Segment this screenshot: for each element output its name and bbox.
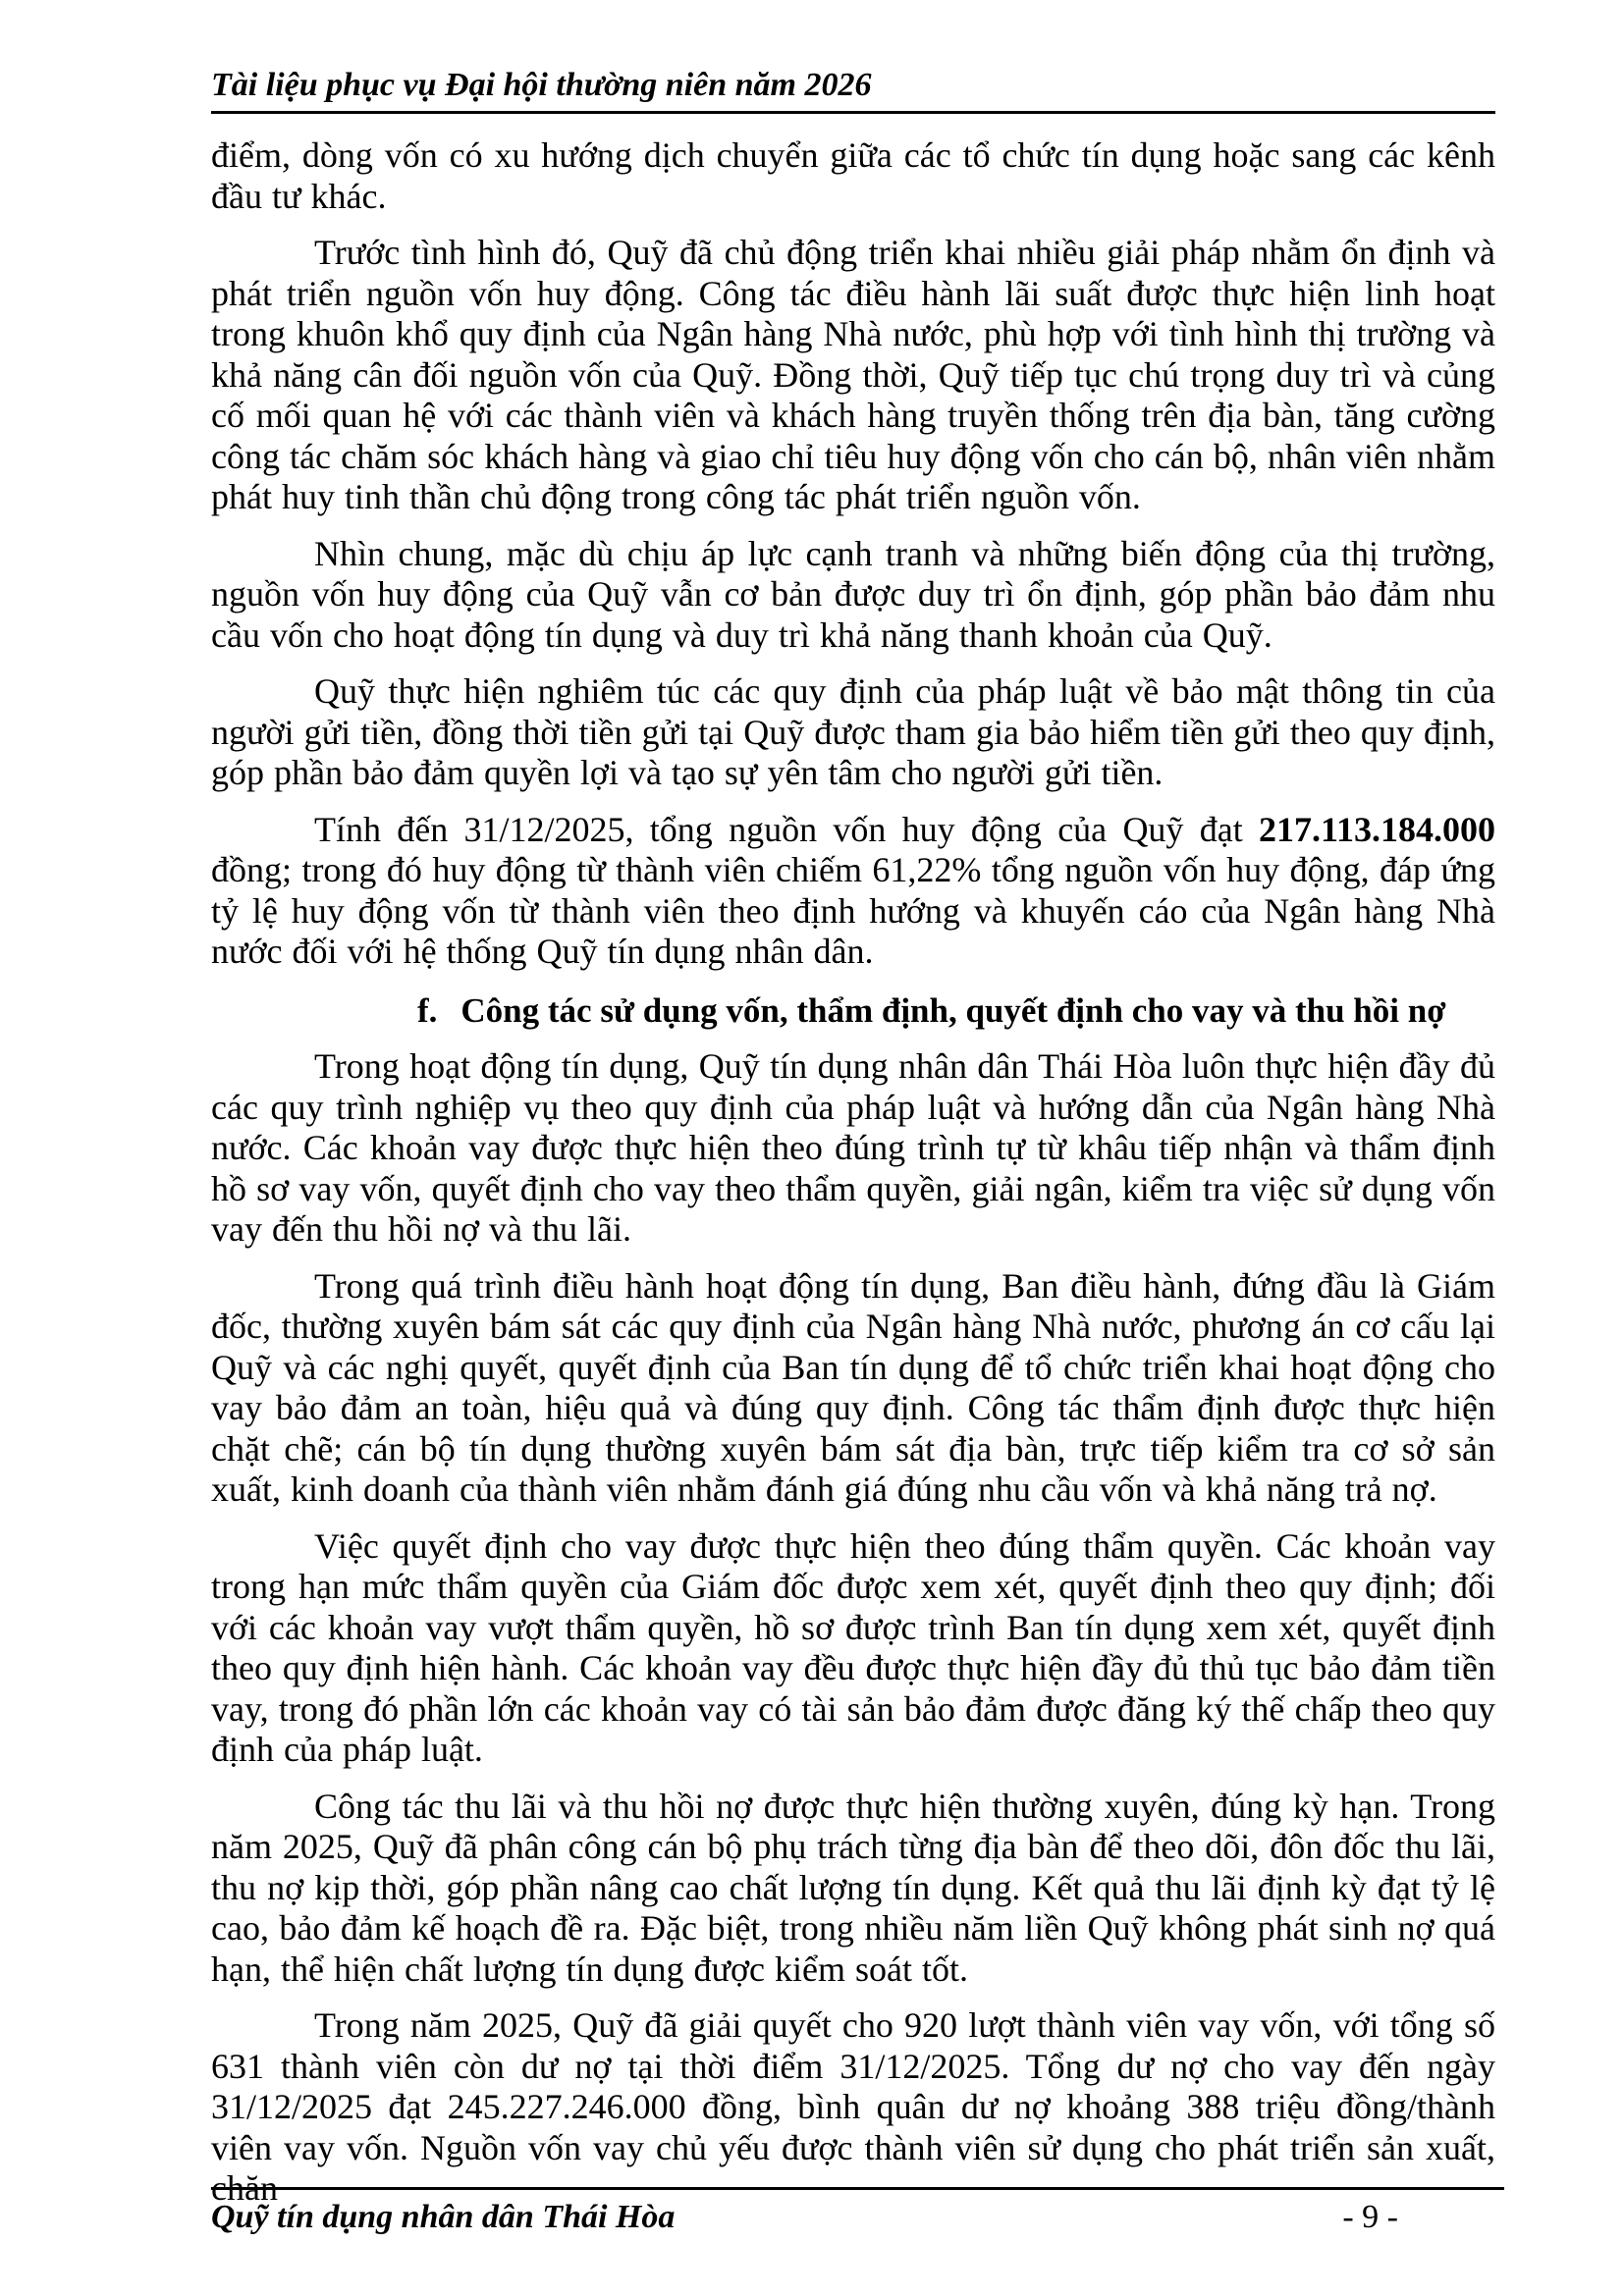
page-footer [211, 2187, 1504, 2236]
paragraph-credit-process: Trong hoạt động tín dụng, Quỹ tín dụng nhân dân Thái Hòa luôn thực hiện đầy đủ các quy trình nghiệp vụ theo quy định của pháp luật và hướng dẫn của Ngân hàng Nhà nước. Các khoản vay được thực hiện theo đúng trình tự từ khâu tiếp nhận và thẩm định hồ sơ vay vốn, quyết định cho vay theo thẩm quyền, giải ngân, kiểm tra việc sử dụng vốn vay đến thu hồi nợ và thu lãi. [211, 1046, 1495, 1249]
paragraph-overview: Nhìn chung, mặc dù chịu áp lực cạnh tranh và những biến động của thị trường, nguồn vốn huy động của Quỹ vẫn cơ bản được duy trì ổn định, góp phần bảo đảm nhu cầu vốn cho hoạt động tín dụng và duy trì khả năng thanh khoản của Quỹ. [211, 533, 1495, 655]
footer-organization-name: Quỹ tín dụng nhân dân Thái Hòa [211, 2199, 676, 2235]
paragraph-collection: Công tác thu lãi và thu hồi nợ được thực hiện thường xuyên, đúng kỳ hạn. Trong năm 2025, Quỹ đã phân công cán bộ phụ trách từng địa bàn để theo dõi, đôn đốc thu lãi, thu nợ kịp thời, góp phần nâng cao chất lượng tín dụng. Kết quả thu lãi định kỳ đạt tỷ lệ cao, bảo đảm kế hoạch đề ra. Đặc biệt, trong nhiều năm liền Quỹ không phát sinh nợ quá hạn, thể hiện chất lượng tín dụng được kiểm soát tốt. [211, 1786, 1495, 1989]
paragraph-funding-total [211, 810, 1495, 973]
paragraph-management: Trong quá trình điều hành hoạt động tín dụng, Ban điều hành, đứng đầu là Giám đốc, thường xuyên bám sát các quy định của Ngân hàng Nhà nước, phương án cơ cấu lại Quỹ và các nghị quyết, quyết định của Ban tín dụng để tổ chức triển khai hoạt động cho vay bảo đảm an toàn, hiệu quả và đúng quy định. Công tác thẩm định được thực hiện chặt chẽ; cán bộ tín dụng thường xuyên bám sát địa bàn, trực tiếp kiểm tra cơ sở sản xuất, kinh doanh của thành viên nhằm đánh giá đúng nhu cầu vốn và khả năng trả nợ. [211, 1265, 1495, 1509]
document-body [211, 135, 1495, 2210]
funding-total-text-after: đồng; trong đó huy động từ thành viên chiếm 61,22% tổng nguồn vốn huy động, đáp ứng tỷ lệ huy động vốn từ thành viên theo định hướng và khuyến cáo của Ngân hàng Nhà nước đối với hệ thống Quỹ tín dụng nhân dân. [211, 850, 1495, 971]
section-heading-label: Công tác sử dụng vốn, thẩm định, quyết định cho vay và thu hồi nợ [460, 990, 1446, 1030]
paragraph-results: Trong năm 2025, Quỹ đã giải quyết cho 920 lượt thành viên vay vốn, với tổng số 631 thành viên còn dư nợ tại thời điểm 31/12/2025. Tổng dư nợ cho vay đến ngày 31/12/2025 đạt 245.227.246.000 đồng, bình quân dư nợ khoảng 388 triệu đồng/thành viên vay vốn. Nguồn vốn vay chủ yếu được thành viên sử dụng cho phát triển sản xuất, chăn [211, 2005, 1495, 2208]
paragraph-decision: Việc quyết định cho vay được thực hiện theo đúng thẩm quyền. Các khoản vay trong hạn mức thẩm quyền của Giám đốc được xem xét, quyết định theo quy định; đối với các khoản vay vượt thẩm quyền, hồ sơ được trình Ban tín dụng xem xét, quyết định theo quy định hiện hành. Các khoản vay đều được thực hiện đầy đủ thủ tục bảo đảm tiền vay, trong đó phần lớn các khoản vay có tài sản bảo đảm được đăng ký thế chấp theo quy định của pháp luật. [211, 1525, 1495, 1769]
paragraph-solutions: Trước tình hình đó, Quỹ đã chủ động triển khai nhiều giải pháp nhằm ổn định và phát triển nguồn vốn huy động. Công tác điều hành lãi suất được thực hiện linh hoạt trong khuôn khổ quy định của Ngân hàng Nhà nước, phù hợp với tình hình thị trường và khả năng cân đối nguồn vốn của Quỹ. Đồng thời, Quỹ tiếp tục chú trọng duy trì và củng cố mối quan hệ với các thành viên và khách hàng truyền thống trên địa bàn, tăng cường công tác chăm sóc khách hàng và giao chỉ tiêu huy động vốn cho cán bộ, nhân viên nhằm phát huy tinh thần chủ động trong công tác phát triển nguồn vốn. [211, 233, 1495, 516]
footer-page-number: - 9 - [1342, 2199, 1398, 2235]
funding-total-text-before: Tính đến 31/12/2025, tổng nguồn vốn huy động của Quỹ đạt [314, 809, 1259, 849]
funding-total-amount: 217.113.184.000 [1258, 809, 1495, 849]
page-header [211, 67, 1495, 114]
section-heading-f [211, 990, 1495, 1032]
header-title: Tài liệu phục vụ Đại hội thường niên năm 2026 [211, 67, 872, 103]
page-content [211, 0, 1495, 2210]
paragraph-carryover: điểm, dòng vốn có xu hướng dịch chuyển giữa các tổ chức tín dụng hoặc sang các kênh đầu tư khác. [211, 135, 1495, 216]
paragraph-confidentiality: Quỹ thực hiện nghiêm túc các quy định của pháp luật về bảo mật thông tin của người gửi tiền, đồng thời tiền gửi tại Quỹ được tham gia bảo hiểm tiền gửi theo quy định, góp phần bảo đảm quyền lợi và tạo sự yên tâm cho người gửi tiền. [211, 671, 1495, 792]
section-heading-marker: f. [417, 990, 438, 1030]
